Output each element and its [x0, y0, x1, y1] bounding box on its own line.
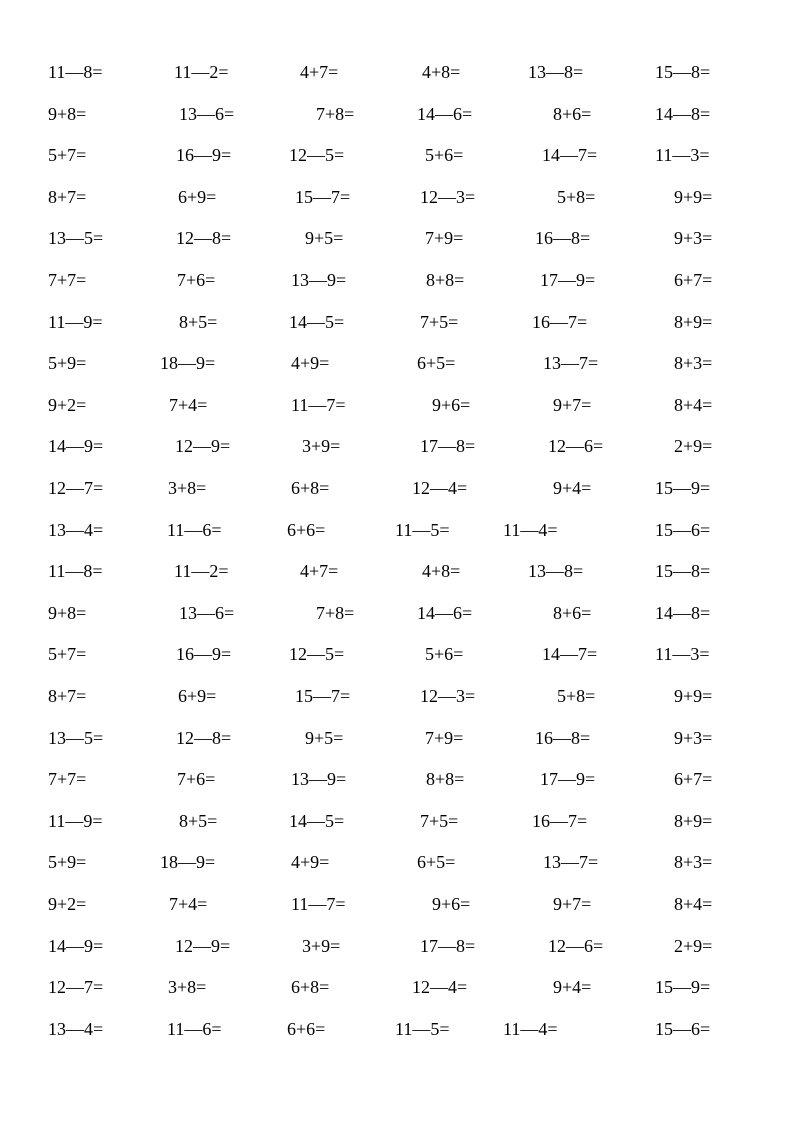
math-problem: 6+9= — [178, 686, 217, 706]
math-problem: 16—7= — [532, 810, 588, 831]
math-problem: 14—8= — [655, 602, 711, 623]
math-problem: 4+9= — [291, 852, 330, 873]
math-problem: 14—7= — [542, 145, 598, 166]
math-problem: 13—5= — [48, 727, 104, 748]
problem-row — [0, 556, 794, 586]
math-problem: 9+4= — [553, 977, 592, 998]
math-problem: 12—3= — [420, 186, 476, 207]
math-problem: 8+6= — [553, 103, 592, 124]
problem-row — [0, 140, 794, 170]
problem-row — [0, 348, 794, 378]
math-problem: 5+9= — [48, 353, 87, 374]
math-problem: 5+7= — [48, 644, 87, 665]
math-problem: 11—9= — [48, 311, 103, 332]
math-problem: 12—8= — [176, 727, 232, 748]
math-problem: 13—8= — [528, 62, 584, 82]
math-problem: 7+4= — [169, 894, 208, 914]
math-problem: 11—5= — [395, 519, 450, 540]
problem-row — [0, 681, 794, 711]
math-problem: 13—8= — [528, 561, 584, 582]
math-problem: 7+4= — [169, 394, 208, 415]
math-problem: 3+9= — [302, 935, 341, 956]
math-problem: 13—4= — [48, 519, 104, 540]
math-problem: 4+7= — [300, 561, 339, 582]
math-problem: 16—8= — [535, 727, 591, 748]
math-problem: 7+9= — [425, 727, 464, 748]
math-problem: 4+8= — [422, 62, 461, 82]
math-problem: 7+9= — [425, 228, 464, 249]
math-problem: 7+8= — [316, 103, 355, 124]
math-problem: 16—9= — [176, 644, 232, 665]
math-problem: 9+9= — [674, 686, 713, 706]
math-problem: 12—8= — [176, 228, 232, 249]
math-problem: 9+6= — [432, 894, 471, 914]
math-problem: 7+7= — [48, 270, 87, 290]
math-problem: 14—5= — [289, 810, 345, 831]
problem-row — [0, 639, 794, 669]
math-problem: 6+6= — [287, 519, 326, 540]
math-problem: 6+8= — [291, 478, 330, 498]
math-problem: 7+7= — [48, 769, 87, 790]
math-problem: 11—4= — [503, 1018, 558, 1039]
problem-row — [0, 598, 794, 628]
problem-row — [0, 847, 794, 877]
math-problem: 9+9= — [674, 186, 713, 207]
math-problem: 5+7= — [48, 145, 87, 166]
math-problem: 8+8= — [426, 769, 465, 790]
math-problem: 12—9= — [175, 935, 231, 956]
problem-row — [0, 182, 794, 212]
math-problem: 9+2= — [48, 894, 87, 914]
math-problem: 18—9= — [160, 852, 216, 873]
problem-row — [0, 1014, 794, 1044]
math-problem: 8+4= — [674, 894, 713, 914]
math-problem: 9+3= — [674, 727, 713, 748]
math-problem: 8+3= — [674, 852, 713, 873]
math-problem: 8+6= — [553, 602, 592, 623]
math-problem: 5+9= — [48, 852, 87, 873]
math-problem: 11—3= — [655, 145, 710, 166]
math-problem: 4+9= — [291, 353, 330, 374]
math-problem: 9+7= — [553, 894, 592, 914]
problem-row — [0, 806, 794, 836]
math-problem: 13—7= — [543, 353, 599, 374]
math-problem: 9+4= — [553, 478, 592, 498]
math-problem: 14—5= — [289, 311, 345, 332]
math-problem: 5+8= — [557, 186, 596, 207]
math-problem: 8+4= — [674, 394, 713, 415]
problem-row — [0, 723, 794, 753]
math-problem: 12—3= — [420, 686, 476, 706]
math-problem: 17—8= — [420, 436, 476, 457]
math-problem: 11—2= — [174, 561, 229, 582]
problem-row — [0, 972, 794, 1002]
math-problem: 6+7= — [674, 769, 713, 790]
math-problem: 8+5= — [179, 311, 218, 332]
problem-row — [0, 889, 794, 919]
problem-row — [0, 390, 794, 420]
math-problem: 16—9= — [176, 145, 232, 166]
math-problem: 8+9= — [674, 311, 713, 332]
math-problem: 8+3= — [674, 353, 713, 374]
math-problem: 11—8= — [48, 62, 103, 82]
math-problem: 6+5= — [417, 353, 456, 374]
math-problem: 8+7= — [48, 186, 87, 207]
math-problem: 12—5= — [289, 145, 345, 166]
math-problem: 6+6= — [287, 1018, 326, 1039]
math-problem: 2+9= — [674, 436, 713, 457]
math-problem: 11—4= — [503, 519, 558, 540]
math-problem: 9+8= — [48, 103, 87, 124]
math-problem: 7+6= — [177, 769, 216, 790]
math-problem: 12—6= — [548, 935, 604, 956]
math-problem: 9+6= — [432, 394, 471, 415]
math-problem: 15—7= — [295, 186, 351, 207]
math-problem: 5+6= — [425, 644, 464, 665]
problem-row — [0, 515, 794, 545]
math-problem: 11—6= — [167, 519, 222, 540]
math-problem: 14—6= — [417, 602, 473, 623]
math-problem: 12—6= — [548, 436, 604, 457]
problem-row — [0, 99, 794, 129]
math-problem: 12—7= — [48, 977, 104, 998]
math-problem: 3+8= — [168, 977, 207, 998]
problem-row — [0, 265, 794, 295]
math-problem: 6+5= — [417, 852, 456, 873]
math-problem: 9+5= — [305, 228, 344, 249]
math-problem: 13—4= — [48, 1018, 104, 1039]
math-problem: 9+5= — [305, 727, 344, 748]
math-problem: 11—5= — [395, 1018, 450, 1039]
math-problem: 13—6= — [179, 103, 235, 124]
math-problem: 18—9= — [160, 353, 216, 374]
math-problem: 7+8= — [316, 602, 355, 623]
math-problem: 15—6= — [655, 519, 711, 540]
math-problem: 3+8= — [168, 478, 207, 498]
math-problem: 7+5= — [420, 311, 459, 332]
math-problem: 15—6= — [655, 1018, 711, 1039]
math-problem: 4+8= — [422, 561, 461, 582]
math-problem: 12—4= — [412, 977, 468, 998]
math-problem: 4+7= — [300, 62, 339, 82]
math-problem: 15—9= — [655, 478, 711, 498]
math-problem: 12—7= — [48, 478, 104, 498]
math-problem: 17—9= — [540, 769, 596, 790]
math-problem: 7+6= — [177, 270, 216, 290]
math-problem: 11—2= — [174, 62, 229, 82]
math-problem: 7+5= — [420, 810, 459, 831]
math-problem: 14—9= — [48, 935, 104, 956]
math-problem: 11—9= — [48, 810, 103, 831]
math-problem: 5+6= — [425, 145, 464, 166]
math-problem: 13—7= — [543, 852, 599, 873]
math-problem: 14—6= — [417, 103, 473, 124]
problem-row — [0, 57, 794, 87]
math-problem: 17—8= — [420, 935, 476, 956]
math-problem: 13—9= — [291, 769, 347, 790]
math-problem: 15—8= — [655, 62, 711, 82]
math-problem: 8+8= — [426, 270, 465, 290]
math-problem: 6+8= — [291, 977, 330, 998]
math-problem: 8+5= — [179, 810, 218, 831]
math-problem: 11—6= — [167, 1018, 222, 1039]
math-problem: 12—5= — [289, 644, 345, 665]
problem-row — [0, 307, 794, 337]
math-problem: 3+9= — [302, 436, 341, 457]
math-problem: 9+2= — [48, 394, 87, 415]
problem-row — [0, 223, 794, 253]
math-problem: 8+7= — [48, 686, 87, 706]
math-problem: 5+8= — [557, 686, 596, 706]
math-problem: 12—4= — [412, 478, 468, 498]
math-problem: 14—7= — [542, 644, 598, 665]
math-problem: 9+8= — [48, 602, 87, 623]
math-problem: 14—9= — [48, 436, 104, 457]
math-problem: 11—3= — [655, 644, 710, 665]
math-problem: 11—8= — [48, 561, 103, 582]
math-problem: 15—8= — [655, 561, 711, 582]
math-problem: 14—8= — [655, 103, 711, 124]
math-problem: 12—9= — [175, 436, 231, 457]
math-problem: 15—7= — [295, 686, 351, 706]
math-problem: 11—7= — [291, 394, 346, 415]
math-problem: 17—9= — [540, 270, 596, 290]
math-problem: 9+7= — [553, 394, 592, 415]
math-problem: 16—8= — [535, 228, 591, 249]
math-problem: 11—7= — [291, 894, 346, 914]
problem-row — [0, 431, 794, 461]
math-problem: 13—5= — [48, 228, 104, 249]
math-problem: 2+9= — [674, 935, 713, 956]
math-problem: 6+7= — [674, 270, 713, 290]
math-problem: 8+9= — [674, 810, 713, 831]
math-problem: 13—9= — [291, 270, 347, 290]
math-problem: 9+3= — [674, 228, 713, 249]
math-problem: 13—6= — [179, 602, 235, 623]
math-problem: 15—9= — [655, 977, 711, 998]
problem-row — [0, 764, 794, 794]
problem-row — [0, 473, 794, 503]
problem-row — [0, 931, 794, 961]
math-problem: 6+9= — [178, 186, 217, 207]
math-problem: 16—7= — [532, 311, 588, 332]
